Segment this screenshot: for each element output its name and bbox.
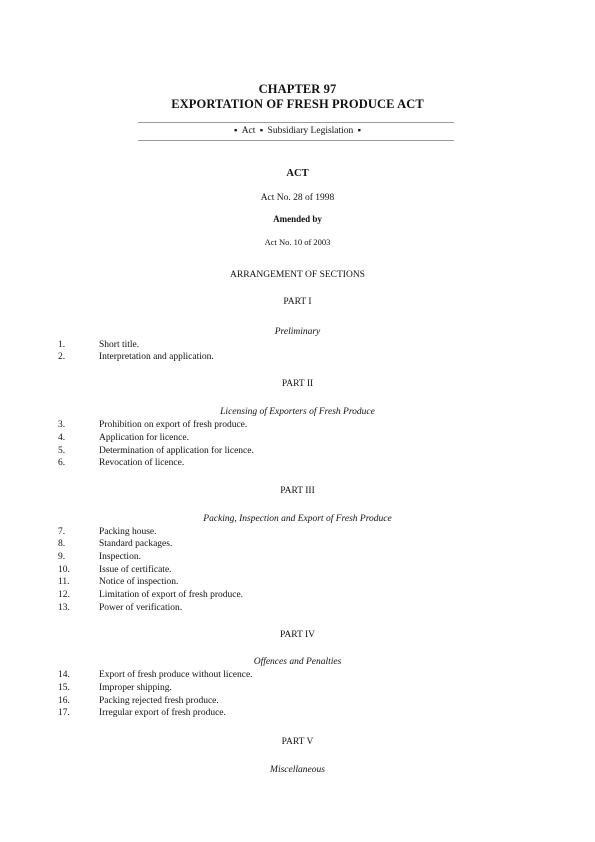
part-subtitle: Licensing of Exporters of Fresh Produce xyxy=(220,407,375,417)
section-link[interactable]: Issue of certificate. xyxy=(99,565,172,575)
part-title: PART V xyxy=(281,737,314,747)
part-title: PART II xyxy=(281,379,314,389)
section-number: 15. xyxy=(58,683,70,693)
section-number: 11. xyxy=(58,577,70,587)
section-link[interactable]: Prohibition on export of fresh produce. xyxy=(99,420,248,430)
section-number: 10. xyxy=(58,565,70,575)
section-number: 7. xyxy=(58,527,66,537)
part-subtitle: Miscellaneous xyxy=(270,765,325,775)
section-number: 6. xyxy=(58,458,66,468)
part-subtitle: Preliminary xyxy=(274,327,321,337)
section-link[interactable]: Inspection. xyxy=(99,552,141,562)
part-title: PART IV xyxy=(279,630,316,640)
section-link[interactable]: Revocation of licence. xyxy=(99,458,185,468)
part-title: PART I xyxy=(283,297,312,307)
section-link[interactable]: Short title. xyxy=(99,340,140,350)
act-title: EXPORTATION OF FRESH PRODUCE ACT xyxy=(171,97,424,111)
section-link[interactable]: Power of verification. xyxy=(99,603,183,613)
amendment-reference: Act No. 10 of 2003 xyxy=(264,237,331,247)
section-link[interactable]: Determination of application for licence. xyxy=(99,446,254,456)
section-number: 12. xyxy=(58,590,70,600)
section-number: 8. xyxy=(58,539,66,549)
section-link[interactable]: Notice of inspection. xyxy=(99,577,179,587)
subsidiary-legislation-link[interactable]: Subsidiary Legislation xyxy=(267,126,354,136)
section-number: 5. xyxy=(58,446,66,456)
bullet-icon: ▪ xyxy=(259,126,264,136)
section-link[interactable]: Packing rejected fresh produce. xyxy=(99,696,219,706)
part-subtitle: Offences and Penalties xyxy=(253,657,342,667)
bullet-icon: ▪ xyxy=(357,126,362,136)
section-link[interactable]: Application for licence. xyxy=(99,433,189,443)
bottom-divider xyxy=(138,140,454,141)
part-subtitle: Packing, Inspection and Export of Fresh Produce xyxy=(203,514,392,524)
act-link[interactable]: Act xyxy=(241,126,256,136)
section-number: 14. xyxy=(58,670,70,680)
top-divider xyxy=(138,122,454,123)
act-number: Act No. 28 of 1998 xyxy=(260,193,335,203)
section-link[interactable]: Interpretation and application. xyxy=(99,352,214,362)
section-link[interactable]: Export of fresh produce without licence. xyxy=(99,670,253,680)
section-number: 9. xyxy=(58,552,66,562)
chapter-heading: CHAPTER 97 xyxy=(258,82,337,96)
act-heading: ACT xyxy=(286,168,309,179)
bullet-icon: ▪ xyxy=(233,126,238,136)
part-title: PART III xyxy=(280,486,315,496)
section-link[interactable]: Standard packages. xyxy=(99,539,173,549)
section-number: 3. xyxy=(58,420,66,430)
arrangement-heading: ARRANGEMENT OF SECTIONS xyxy=(230,270,365,280)
section-link[interactable]: Packing house. xyxy=(99,527,157,537)
amended-by-label: Amended by xyxy=(273,214,322,224)
section-number: 2. xyxy=(58,352,66,362)
section-link[interactable]: Irregular export of fresh produce. xyxy=(99,708,226,718)
section-number: 17. xyxy=(58,708,70,718)
section-number: 13. xyxy=(58,603,70,613)
legislation-nav xyxy=(0,126,595,136)
section-number: 16. xyxy=(58,696,70,706)
section-link[interactable]: Limitation of export of fresh produce. xyxy=(99,590,244,600)
section-link[interactable]: Improper shipping. xyxy=(99,683,172,693)
section-number: 4. xyxy=(58,433,66,443)
section-number: 1. xyxy=(58,340,66,350)
